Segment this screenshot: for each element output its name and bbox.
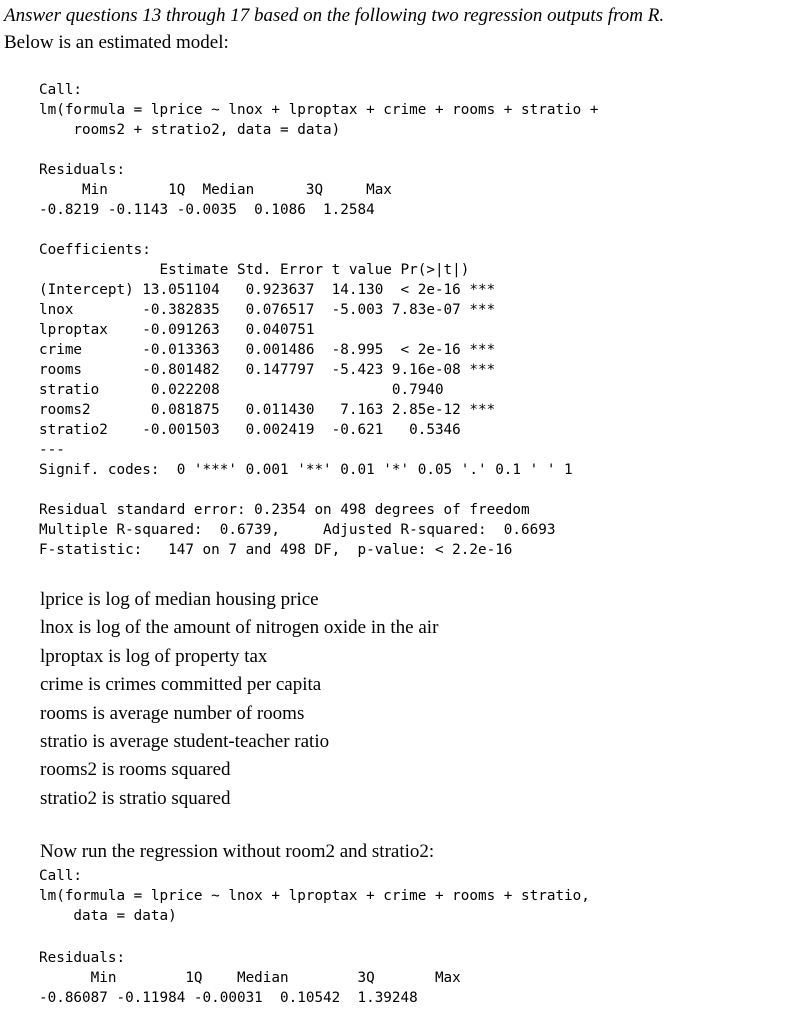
residuals-label: Residuals: [39, 162, 126, 178]
coef-row: rooms2 0.081875 0.011430 7.163 2.85e-12 *** [39, 402, 496, 418]
residuals-header: Min 1Q Median 3Q Max [39, 970, 461, 986]
residuals-values: -0.8219 -0.1143 -0.0035 0.1086 1.2584 [39, 202, 375, 218]
question-heading [4, 2, 664, 56]
call-line-2: data = data) [39, 908, 177, 924]
f-statistic: F-statistic: 147 on 7 and 498 DF, p-value: < 2.2e-16 [39, 542, 513, 558]
call-line-2: rooms2 + stratio2, data = data) [39, 122, 341, 138]
residuals-header: Min 1Q Median 3Q Max [39, 182, 392, 198]
coef-row: stratio2 -0.001503 0.002419 -0.621 0.5346 [39, 422, 461, 438]
model1-fit-stats [39, 500, 555, 560]
definition-item: lprice is log of median housing price [40, 589, 319, 610]
call-line-1: lm(formula = lprice ~ lnox + lproptax + crime + rooms + stratio + [39, 102, 599, 118]
instructions-text: Answer questions 13 through 17 based on the following two regression outputs from R. [4, 5, 665, 26]
coef-row: (Intercept) 13.051104 0.923637 14.130 < 2e-16 *** [39, 282, 496, 298]
variable-definitions [40, 586, 438, 813]
coef-row: stratio 0.022208 0.7940 [39, 382, 444, 398]
call-label: Call: [39, 82, 83, 98]
coef-row: lproptax -0.091263 0.040751 [39, 322, 315, 338]
definition-item: rooms is average number of rooms [40, 702, 305, 724]
intro-text: Below is an estimated model: [4, 32, 229, 53]
separator: --- [39, 442, 65, 458]
r-squared: Multiple R-squared: 0.6739, Adjusted R-squared: 0.6693 [39, 522, 556, 538]
coef-header: Estimate Std. Error t value Pr(>|t|) [39, 262, 470, 278]
residuals-label: Residuals: [39, 950, 126, 966]
call-line-1: lm(formula = lprice ~ lnox + lproptax + crime + rooms + stratio, [39, 888, 590, 904]
model2-call-block [39, 866, 590, 926]
definition-item: stratio is average student-teacher ratio [40, 731, 330, 753]
definition-item: crime is crimes committed per capita [40, 674, 322, 696]
definition-item: stratio2 is stratio squared [40, 787, 231, 809]
coef-row: crime -0.013363 0.001486 -8.995 < 2e-16 *** [39, 342, 496, 358]
residuals-values: -0.86087 -0.11984 -0.00031 0.10542 1.39248 [39, 990, 418, 1006]
model2-residuals-block [39, 948, 461, 1008]
definition-item: lnox is log of the amount of nitrogen oxide in the air [40, 617, 439, 639]
model1-residuals-block [39, 160, 392, 220]
coef-row: lnox -0.382835 0.076517 -5.003 7.83e-07 *** [39, 302, 496, 318]
definition-item: lproptax is log of property tax [40, 645, 268, 667]
model1-coefficients-block [39, 240, 573, 480]
definition-item: rooms2 is rooms squared [40, 759, 231, 781]
signif-codes: Signif. codes: 0 '***' 0.001 '**' 0.01 '*' 0.05 '.' 0.1 ' ' 1 [39, 462, 573, 478]
call-label: Call: [39, 868, 83, 884]
model2-intro: Now run the regression without room2 and stratio2: [40, 841, 435, 862]
coef-row: rooms -0.801482 0.147797 -5.423 9.16e-08 *** [39, 362, 496, 378]
coefficients-label: Coefficients: [39, 242, 151, 258]
model1-call-block [39, 80, 598, 140]
residual-standard-error: Residual standard error: 0.2354 on 498 degrees of freedom [39, 502, 530, 518]
